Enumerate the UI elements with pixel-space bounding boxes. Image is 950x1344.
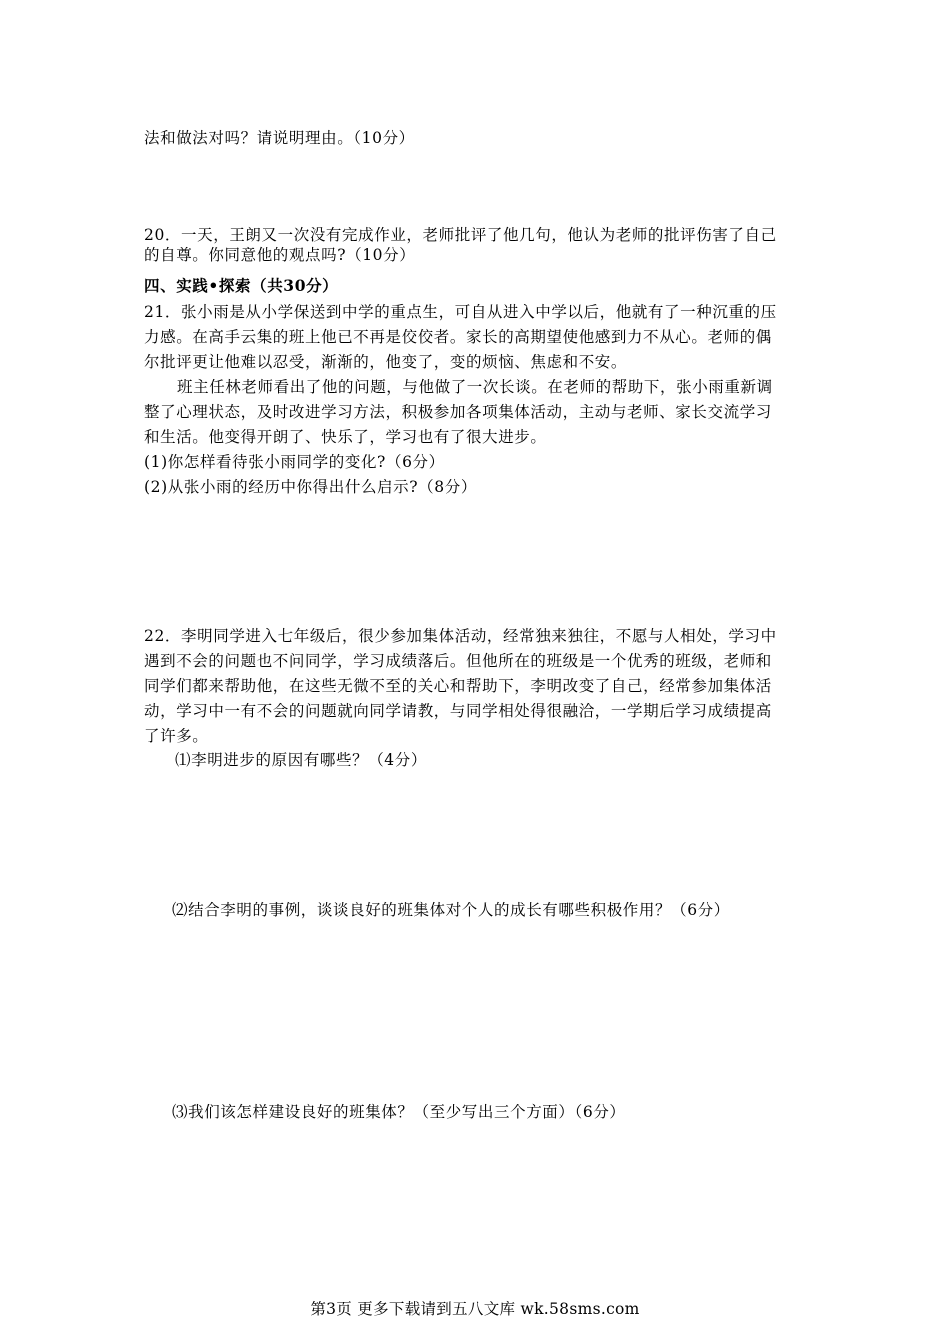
q22-line-4: 动，学习中一有不会的问题就向同学请教，与同学相处得很融洽，一学期后学习成绩提高 xyxy=(144,702,772,720)
q19-tail: 法和做法对吗？请说明理由。（10分） xyxy=(144,129,415,147)
q21-para2-line-2: 整了心理状态，及时改进学习方法，积极参加各项集体活动，主动与老师、家长交流学习 xyxy=(144,403,772,421)
q21-para2-line-1: 班主任林老师看出了他的问题，与他做了一次长谈。在老师的帮助下，张小雨重新调 xyxy=(177,378,773,396)
q22-line-1: 22．李明同学进入七年级后，很少参加集体活动，经常独来独往，不愿与人相处，学习中 xyxy=(144,627,777,645)
section-4-title: 四、实践•探索（共30分） xyxy=(144,276,339,295)
q21-para1-line-2: 力感。在高手云集的班上他已不再是佼佼者。家长的高期望使他感到力不从心。老师的偶 xyxy=(144,328,772,346)
q22-line-2: 遇到不会的问题也不问同学，学习成绩落后。但他所在的班级是一个优秀的班级，老师和 xyxy=(144,652,772,670)
q21-para1-line-3: 尔批评更让他难以忍受，渐渐的，他变了，变的烦恼、焦虑和不安。 xyxy=(144,353,628,371)
q22-sub-question-1: ⑴李明进步的原因有哪些？（4分） xyxy=(175,751,427,769)
page-footer: 第3页 更多下载请到五八文库 wk.58sms.com xyxy=(310,1300,640,1318)
q20-line-1: 20．一天，王朗又一次没有完成作业，老师批评了他几句，他认为老师的批评伤害了自己 xyxy=(144,226,777,244)
q20-line-2: 的自尊。你同意他的观点吗?（10分） xyxy=(144,246,416,264)
q21-sub-question-2: (2)从张小雨的经历中你得出什么启示?（8分） xyxy=(144,478,477,496)
q22-line-5: 了许多。 xyxy=(144,727,209,745)
q22-line-3: 同学们都来帮助他，在这些无微不至的关心和帮助下，李明改变了自己，经常参加集体活 xyxy=(144,677,772,695)
q21-para2-line-3: 和生活。他变得开朗了、快乐了，学习也有了很大进步。 xyxy=(144,428,547,446)
q21-para1-line-1: 21．张小雨是从小学保送到中学的重点生，可自从进入中学以后，他就有了一种沉重的压 xyxy=(144,303,777,321)
q21-sub-question-1: (1)你怎样看待张小雨同学的变化?（6分） xyxy=(144,453,445,471)
q22-sub-question-2: ⑵结合李明的事例，谈谈良好的班集体对个人的成长有哪些积极作用？（6分） xyxy=(172,901,730,919)
q22-sub-question-3: ⑶我们该怎样建设良好的班集体？（至少写出三个方面）（6分） xyxy=(172,1103,626,1121)
